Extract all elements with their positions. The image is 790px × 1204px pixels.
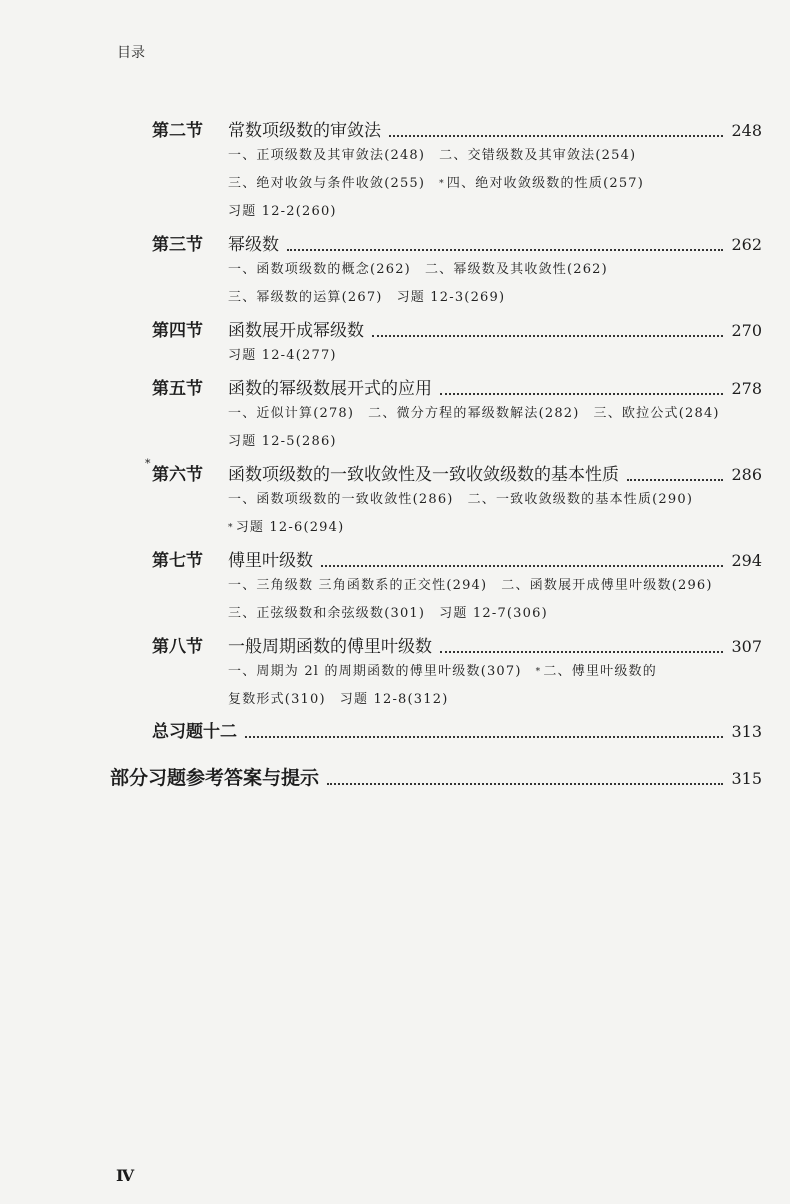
section-title: 函数项级数的一致收敛性及一致收敛级数的基本性质 [228, 465, 619, 485]
subsection-line [152, 342, 762, 370]
toc-section [152, 374, 762, 456]
toc-entry[interactable] [152, 374, 762, 400]
subsection-item[interactable] [228, 606, 425, 621]
subsection-text: 二、交错级数及其审敛法(254) [439, 148, 637, 163]
subsection-item[interactable] [228, 692, 326, 707]
subsection-item[interactable] [228, 492, 454, 507]
section-label-text: 第六节 [152, 465, 203, 485]
subsection-line [152, 256, 762, 284]
subsection-text: 一、正项级数及其审敛法(248) [228, 148, 426, 163]
subsection-text: 三、欧拉公式(284) [593, 406, 720, 421]
subsection-text: 一、三角级数 三角函数系的正交性(294) [228, 578, 488, 593]
toc-section [145, 457, 762, 542]
section-label [145, 457, 228, 485]
page-folio: Ⅳ [116, 1166, 135, 1185]
subsection-text: 三、绝对收敛与条件收敛(255) [228, 176, 426, 191]
subsection-item[interactable] [228, 262, 411, 277]
section-title: 函数展开成幂级数 [228, 321, 364, 341]
subsection-line [152, 572, 762, 600]
subsection-text: 一、函数项级数的概念(262) [228, 262, 411, 277]
toc-entry[interactable] [152, 230, 762, 256]
dot-leader [389, 135, 723, 137]
section-page-number: 270 [731, 321, 762, 340]
dot-leader [287, 249, 723, 251]
subsection-item[interactable] [439, 176, 644, 191]
subsection-line [152, 400, 762, 428]
subsection-line [152, 198, 762, 226]
subsection-item[interactable] [228, 204, 337, 219]
subsection-text: 三、正弦级数和余弦级数(301) [228, 606, 426, 621]
answers-page: 315 [731, 769, 762, 788]
subsection-item[interactable] [340, 692, 449, 707]
subsection-text: 二、函数展开成傅里叶级数(296) [501, 578, 713, 593]
section-label-text: 总习题十二 [152, 722, 237, 742]
optional-star: * [439, 179, 445, 189]
section-label-text: 第三节 [152, 235, 203, 255]
section-page-number: 278 [731, 379, 762, 398]
subsection-text: 习题 12-6(294) [235, 520, 345, 535]
subsection-line [152, 486, 762, 514]
subsection-item[interactable] [228, 148, 425, 163]
subsection-item[interactable] [425, 262, 608, 277]
subsection-text: 习题 12-2(260) [228, 204, 337, 219]
subsection-item[interactable] [536, 664, 657, 679]
section-title: 幂级数 [228, 235, 279, 255]
subsection-text: 一、近似计算(278) [228, 406, 355, 421]
toc-section [152, 717, 762, 743]
subsection-line [152, 428, 762, 456]
subsection-line [152, 170, 762, 198]
dot-leader [372, 335, 723, 337]
dot-leader [245, 736, 723, 738]
dot-leader [440, 651, 723, 653]
subsection-line [152, 142, 762, 170]
section-label-text: 第二节 [152, 121, 203, 141]
section-label-text: 第七节 [152, 551, 203, 571]
subsection-line [152, 686, 762, 714]
section-label-text: 第八节 [152, 637, 203, 657]
dot-leader [327, 783, 723, 785]
section-page-number: 294 [731, 551, 762, 570]
section-page-number: 262 [731, 235, 762, 254]
subsection-item[interactable] [228, 290, 383, 305]
subsection-text: 二、一致收敛级数的基本性质(290) [467, 492, 694, 507]
toc-entry[interactable] [152, 546, 762, 572]
section-label [152, 374, 228, 399]
subsection-text: 二、微分方程的幂级数解法(282) [368, 406, 580, 421]
section-label [152, 116, 228, 141]
subsection-item[interactable] [501, 578, 712, 593]
subsection-text: 习题 12-3(269) [396, 290, 506, 305]
subsection-line [152, 658, 762, 686]
subsection-line [152, 284, 762, 312]
subsection-item[interactable] [397, 290, 506, 305]
section-title: 函数的幂级数展开式的应用 [228, 379, 432, 399]
toc-section [152, 546, 762, 628]
subsection-text: 一、函数项级数的一致收敛性(286) [228, 492, 454, 507]
subsection-item[interactable] [228, 348, 337, 363]
dot-leader [321, 565, 723, 567]
subsection-text: 复数形式(310) [228, 692, 326, 707]
subsection-item[interactable] [368, 406, 579, 421]
subsection-text: 三、幂级数的运算(267) [228, 290, 383, 305]
section-label-text: 第四节 [152, 321, 203, 341]
optional-star: * [145, 457, 151, 470]
section-label [152, 717, 237, 742]
subsection-text: 二、傅里叶级数的 [543, 664, 657, 679]
toc-entry[interactable] [152, 116, 762, 142]
answers-title: 部分习题参考答案与提示 [110, 767, 320, 789]
section-label [152, 632, 228, 657]
subsection-item[interactable] [468, 492, 694, 507]
subsection-item[interactable] [228, 520, 344, 535]
toc-section [152, 316, 762, 370]
subsection-item[interactable] [594, 406, 720, 421]
section-label-text: 第五节 [152, 379, 203, 399]
subsection-item[interactable] [228, 578, 487, 593]
subsection-item[interactable] [439, 148, 636, 163]
subsection-item[interactable] [439, 606, 548, 621]
section-page-number: 248 [731, 121, 762, 140]
section-title: 常数项级数的审敛法 [228, 121, 381, 141]
subsection-text: 一、周期为 2l 的周期函数的傅里叶级数(307) [228, 664, 522, 679]
toc-entry[interactable] [145, 457, 762, 486]
subsection-item[interactable] [228, 406, 354, 421]
dot-leader [440, 393, 723, 395]
section-label [152, 230, 228, 255]
subsection-item[interactable] [228, 664, 522, 679]
section-page-number: 286 [731, 465, 762, 484]
toc-section [152, 632, 762, 714]
running-head: 目录 [117, 45, 145, 61]
section-title: 傅里叶级数 [228, 551, 313, 571]
section-title: 一般周期函数的傅里叶级数 [228, 637, 432, 657]
subsection-text: 习题 12-4(277) [228, 348, 337, 363]
toc-entry[interactable] [152, 316, 762, 342]
section-page-number: 307 [731, 637, 762, 656]
subsection-text: 二、幂级数及其收敛性(262) [424, 262, 608, 277]
section-page-number: 313 [731, 722, 762, 741]
subsection-item[interactable] [228, 176, 425, 191]
toc-section [152, 230, 762, 312]
toc-entry[interactable] [152, 632, 762, 658]
subsection-text: 习题 12-5(286) [228, 434, 337, 449]
dot-leader [627, 479, 723, 481]
section-label [152, 546, 228, 571]
toc-entry[interactable] [152, 717, 762, 743]
subsection-text: 四、绝对收敛级数的性质(257) [446, 176, 645, 191]
optional-star: * [535, 667, 542, 677]
subsection-line [152, 600, 762, 628]
subsection-line [152, 514, 762, 542]
subsection-item[interactable] [228, 434, 337, 449]
optional-star: * [228, 523, 234, 533]
toc-section [152, 116, 762, 226]
subsection-text: 习题 12-8(312) [339, 692, 449, 707]
subsection-text: 习题 12-7(306) [439, 606, 548, 621]
toc-entry-answers[interactable] [110, 763, 762, 790]
section-label [152, 316, 228, 341]
